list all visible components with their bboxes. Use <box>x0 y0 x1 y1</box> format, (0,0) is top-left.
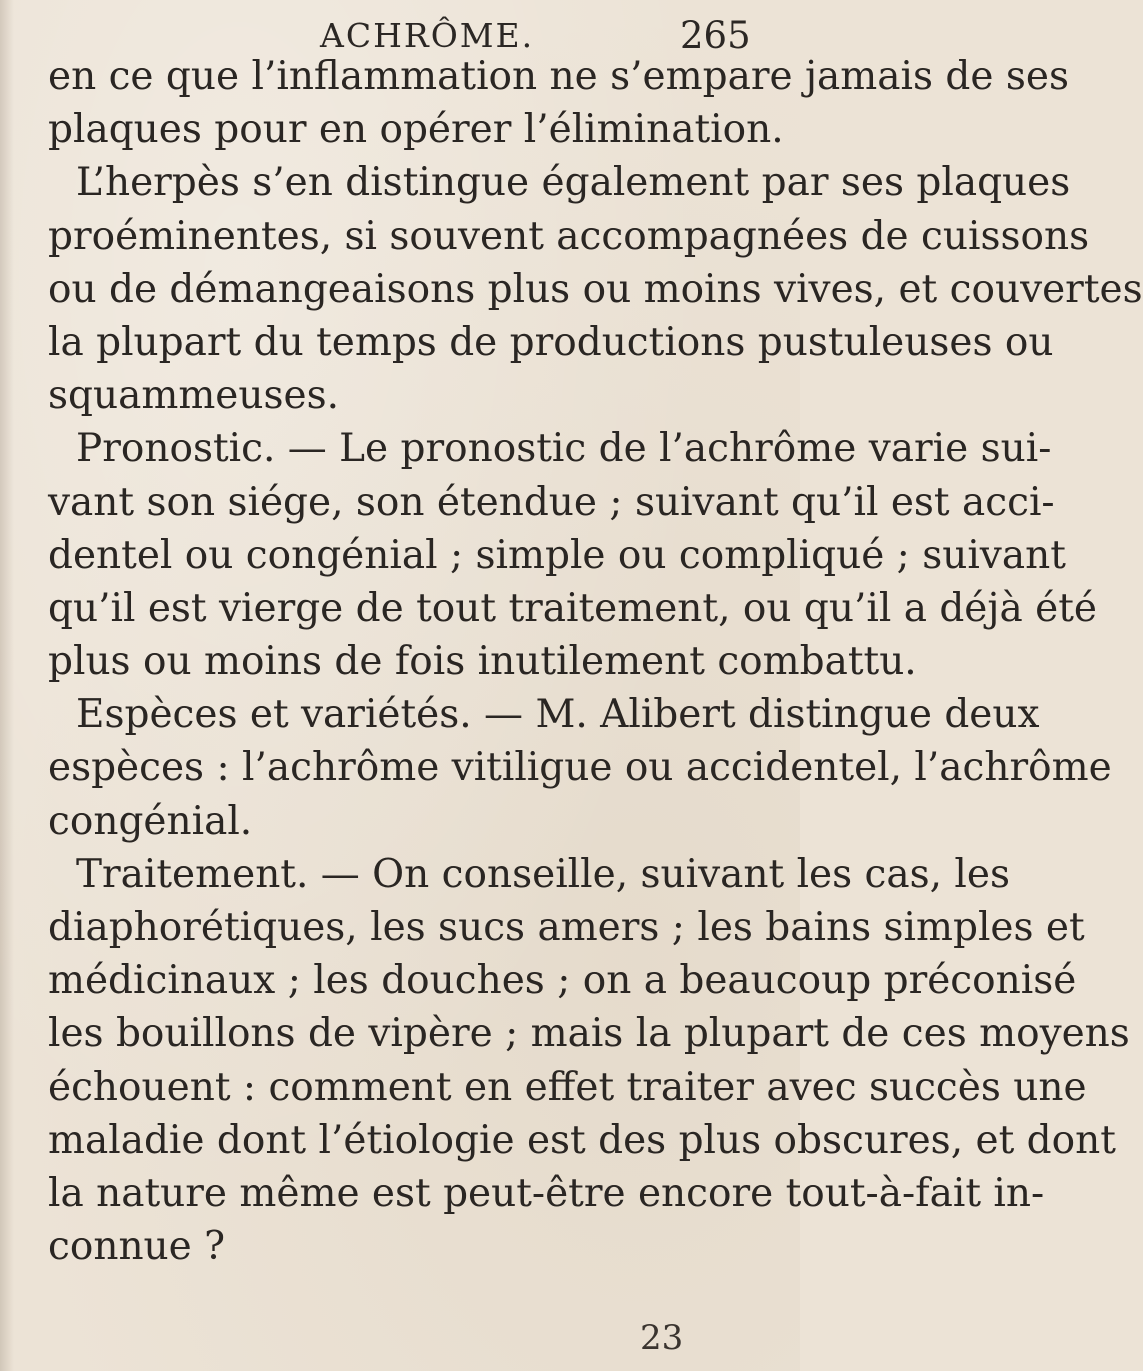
running-head <box>0 8 800 57</box>
text-line: qu’il est vierge de tout traitement, ou qu’il a déjà été <box>48 585 1097 631</box>
text-line: médicinaux ; les douches ; on a beaucoup préconisé <box>48 958 1077 1004</box>
text-line: Pronostic. — Le pronostic de l’achrôme varie sui- <box>76 426 1052 472</box>
text-line: diaphorétiques, les sucs amers ; les bains simples et <box>48 905 1085 950</box>
text-line: la plupart du temps de productions pustuleuses ou <box>48 319 1054 365</box>
text-line: espèces : l’achrôme vitiligue ou accidentel, l’achrôme <box>48 745 1112 791</box>
text-line: connue ? <box>48 1224 226 1270</box>
text-line: en ce que l’inflammation ne s’empare jamais de ses <box>48 54 1069 99</box>
text-line: la nature même est peut-être encore tout-à-fait in- <box>48 1170 1045 1216</box>
text-line: proéminentes, si souvent accompagnées de cuissons <box>48 213 1090 259</box>
text-line: maladie dont l’étiologie est des plus obscures, et dont <box>48 1117 1116 1163</box>
text-line: Espèces et variétés. — M. Alibert distingue deux <box>76 692 1040 738</box>
page-edge-shadow <box>0 0 14 1371</box>
text-line: vant son siége, son étendue ; suivant qu’il est acci- <box>48 479 1055 525</box>
page-number: 265 <box>680 14 751 57</box>
text-line: dentel ou congénial ; simple ou compliqué ; suivant <box>48 532 1066 578</box>
running-title: ACHRÔME. <box>320 16 535 55</box>
text-line: L’herpès s’en distingue également par ses plaques <box>76 160 1071 206</box>
signature-mark: 23 <box>640 1318 684 1358</box>
text-line: ou de démangeaisons plus ou moins vives, et couvertes <box>48 266 1143 312</box>
body-text <box>48 50 1143 1273</box>
text-line: squammeuses. <box>48 373 340 419</box>
text-line: les bouillons de vipère ; mais la plupart de ces moyens <box>48 1011 1130 1057</box>
text-line: congénial. <box>48 798 253 844</box>
text-line: Traitement. — On conseille, suivant les cas, les <box>76 851 1011 897</box>
text-line: plaques pour en opérer l’élimination. <box>48 107 784 153</box>
text-line: échouent : comment en effet traiter avec succès une <box>48 1064 1087 1110</box>
text-line: plus ou moins de fois inutilement combattu. <box>48 639 917 685</box>
